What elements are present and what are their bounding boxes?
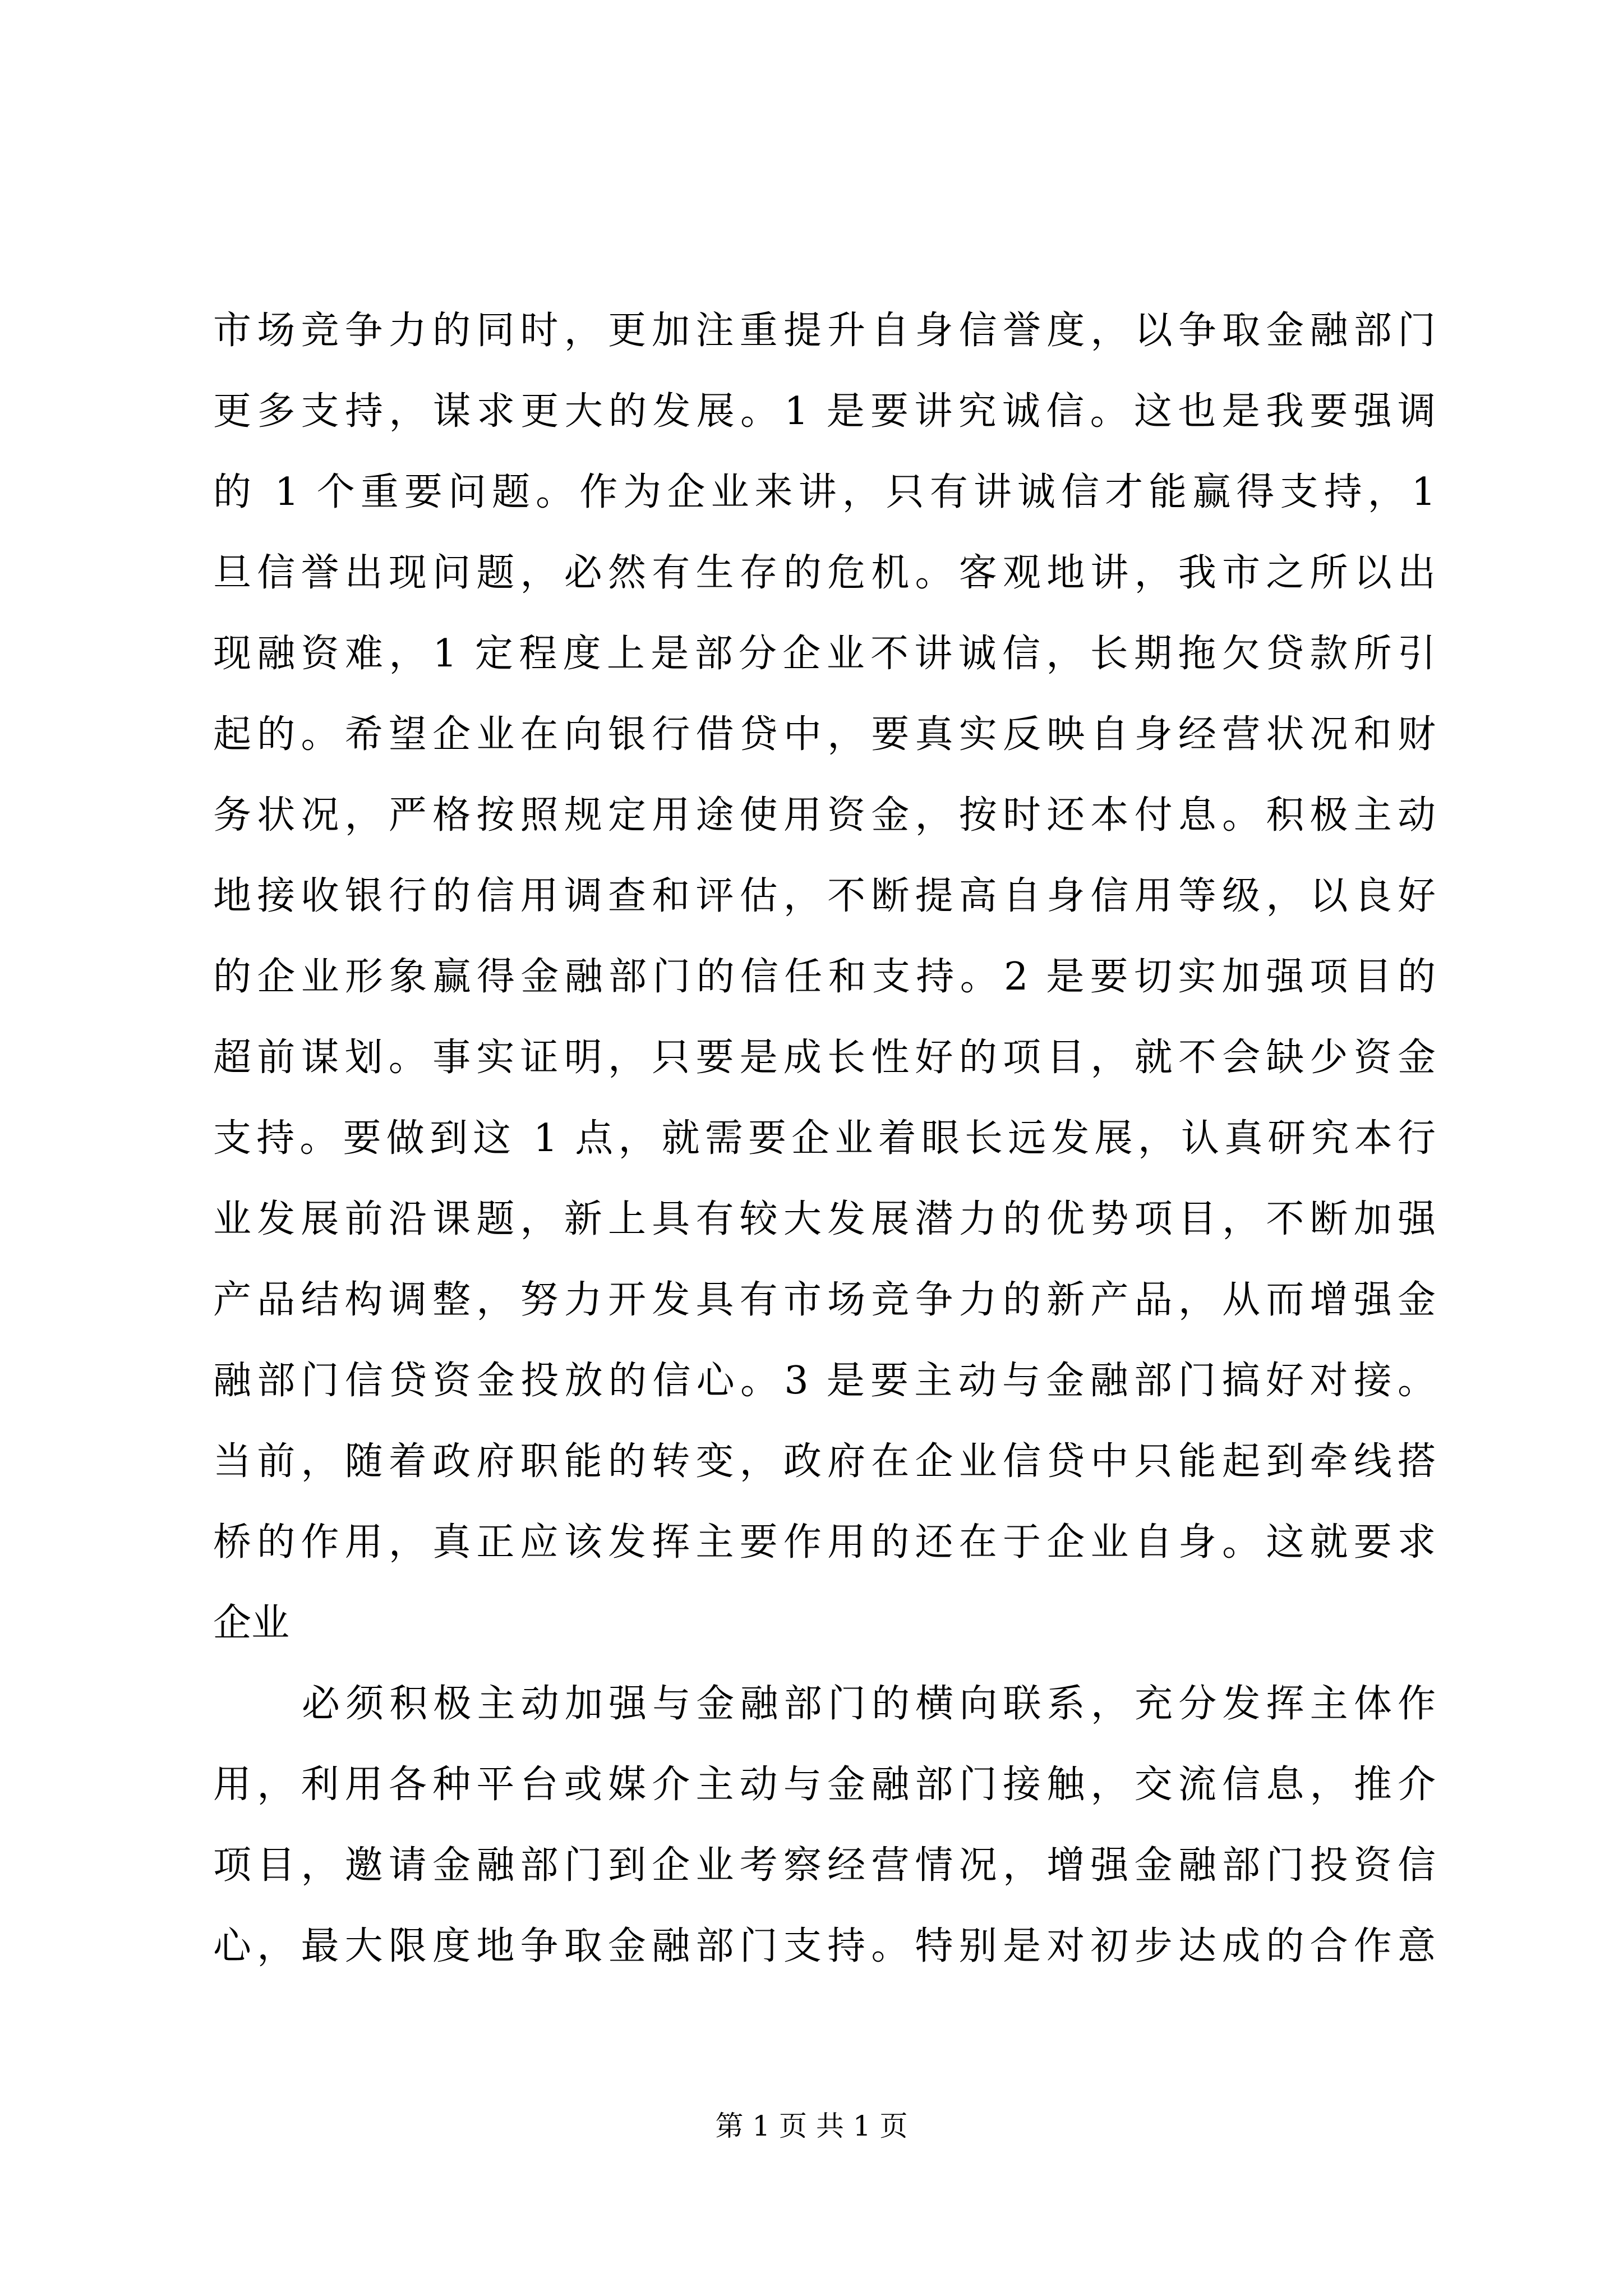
text-line: 务状况，严格按照规定用途使用资金，按时还本付息。积极主动: [213, 793, 1436, 838]
text-line: 桥的作用，真正应该发挥主要作用的还在于企业自身。这就要求: [213, 1520, 1436, 1565]
text-line: 超前谋划。事实证明，只要是成长性好的项目，就不会缺少资金: [213, 1036, 1436, 1080]
text-line: 项目，邀请金融部门到企业考察经营情况，增强金融部门投资信: [213, 1843, 1436, 1888]
text-line: 现融资难，1 定程度上是部分企业不讲诚信，长期拖欠贷款所引: [213, 632, 1436, 676]
text-line: 当前，随着政府职能的转变，政府在企业信贷中只能起到牵线搭: [213, 1439, 1436, 1484]
text-line: 业发展前沿课题，新上具有较大发展潜力的优势项目，不断加强: [213, 1197, 1436, 1241]
paragraph-2: [213, 1664, 1436, 1987]
paragraph-1: [213, 291, 1436, 1664]
text-line: 旦信誉出现问题，必然有生存的危机。客观地讲，我市之所以出: [213, 551, 1436, 595]
text-line: 用，利用各种平台或媒介主动与金融部门接触，交流信息，推介: [213, 1763, 1436, 1807]
text-line: 的 1 个重要问题。作为企业来讲，只有讲诚信才能赢得支持，1: [213, 470, 1436, 514]
text-line: 心，最大限度地争取金融部门支持。特别是对初步达成的合作意: [213, 1924, 1436, 1968]
page-footer: [0, 2109, 1623, 2143]
text-line: 产品结构调整，努力开发具有市场竞争力的新产品，从而增强金: [213, 1278, 1436, 1322]
page-number-label: 第 1 页 共 1 页: [715, 2110, 908, 2142]
text-line: 市场竞争力的同时，更加注重提升自身信誉度，以争取金融部门: [213, 309, 1436, 353]
text-line: 起的。希望企业在向银行借贷中，要真实反映自身经营状况和财: [213, 712, 1436, 757]
text-line: 融部门信贷资金投放的信心。3 是要主动与金融部门搞好对接。: [213, 1359, 1436, 1403]
text-line: 更多支持，谋求更大的发展。1 是要讲究诚信。这也是我要强调: [213, 389, 1436, 434]
text-line: 必须积极主动加强与金融部门的横向联系，充分发挥主体作: [302, 1682, 1436, 1726]
text-line: 地接收银行的信用调查和评估，不断提高自身信用等级，以良好: [213, 874, 1436, 918]
text-line: 支持。要做到这 1 点，就需要企业着眼长远发展，认真研究本行: [213, 1116, 1436, 1161]
text-line: 的企业形象赢得金融部门的信任和支持。2 是要切实加强项目的: [213, 955, 1436, 999]
text-line: 企业: [213, 1601, 290, 1645]
document-body: [213, 291, 1436, 1987]
